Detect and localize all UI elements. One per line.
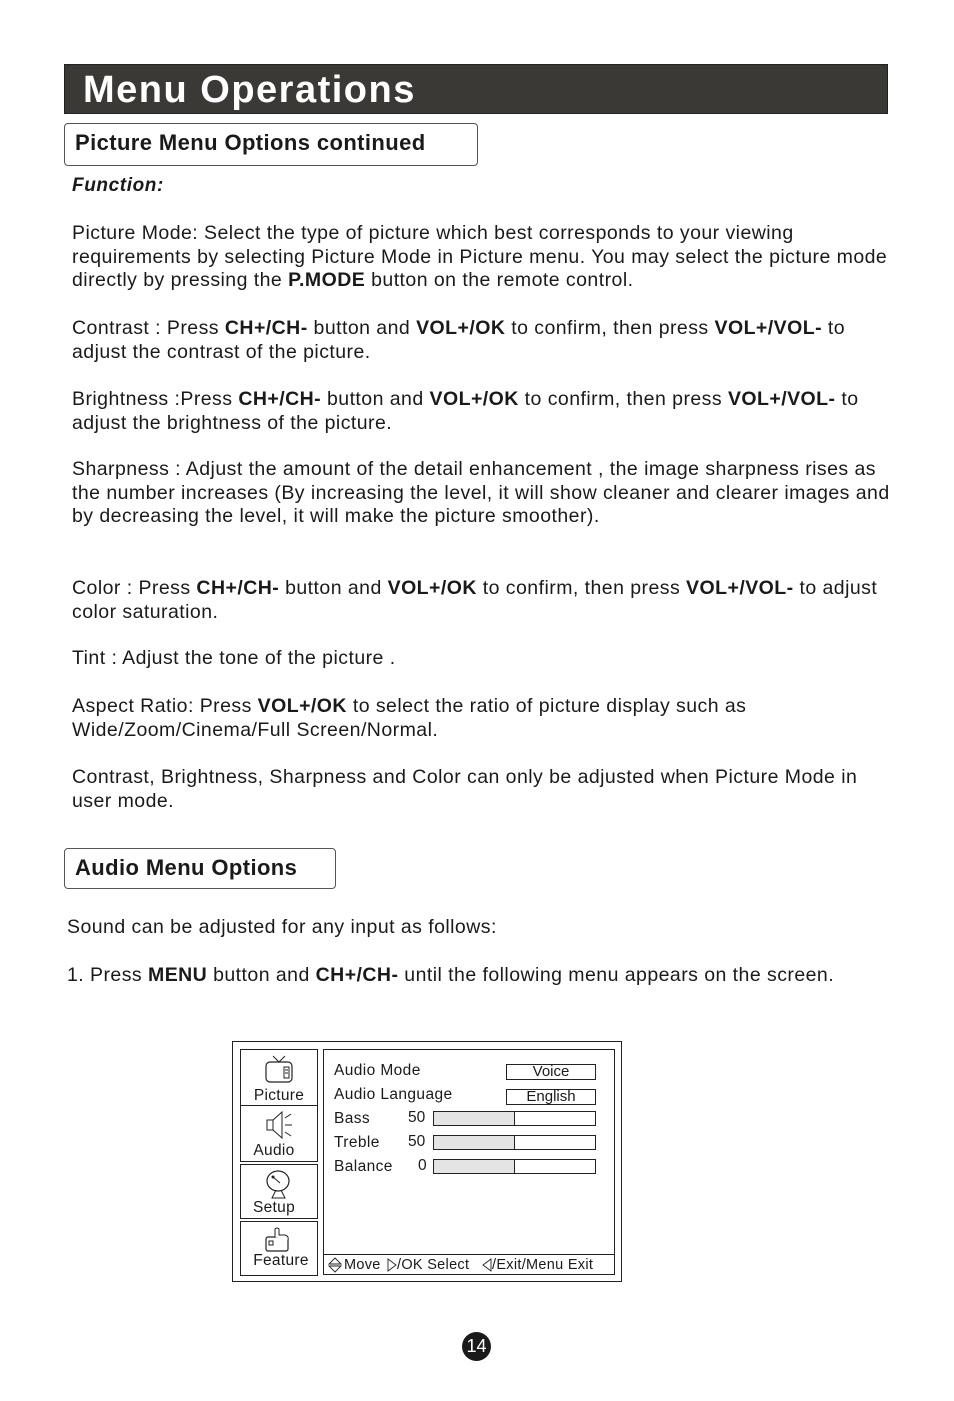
hint-exit: /Exit/Menu Exit xyxy=(492,1257,594,1273)
paragraph-contrast xyxy=(72,317,892,364)
text-run: Color : Press xyxy=(72,577,197,599)
bold-term: P.MODE xyxy=(288,269,366,291)
hint-ok-select: /OK Select xyxy=(397,1257,470,1273)
tab-setup[interactable] xyxy=(240,1164,318,1219)
text-run: button on the remote control. xyxy=(365,269,634,291)
audio-mode-value[interactable]: Voice xyxy=(506,1064,596,1080)
text-run: to confirm, then press xyxy=(518,388,728,410)
text-run: until the following menu appears on the screen. xyxy=(398,964,835,986)
text-run: button and xyxy=(307,317,417,339)
right-arrow-icon xyxy=(387,1258,397,1272)
treble-label: Treble xyxy=(334,1134,380,1151)
bass-slider[interactable] xyxy=(433,1111,596,1126)
bold-term: VOL+/VOL- xyxy=(714,317,823,339)
hint-move: Move xyxy=(344,1257,381,1273)
page-number: 14 xyxy=(462,1332,491,1361)
balance-slider-fill xyxy=(434,1160,515,1173)
text-run: to confirm, then press xyxy=(476,577,687,599)
section-heading-picture-continued xyxy=(64,123,478,166)
page-header-banner xyxy=(64,64,888,114)
text-run: button and xyxy=(207,964,316,986)
paragraph-picture-mode xyxy=(72,222,892,293)
text-run: 1. Press xyxy=(67,964,148,986)
text-run: Contrast, Brightness, Sharpness and Color can only be adjusted when Picture Mode in user mode. xyxy=(72,766,858,812)
text-run: Picture Mode: Select the type of picture which best corresponds to your viewing requirements by selecting Picture Mode in Picture menu. You may select the picture mode directly by pressing the xyxy=(72,222,888,291)
paragraph-tint xyxy=(72,647,892,671)
left-arrow-icon xyxy=(482,1258,492,1272)
bold-term: VOL+/OK xyxy=(416,317,506,339)
balance-label: Balance xyxy=(334,1158,393,1175)
text-run: Aspect Ratio: Press xyxy=(72,695,258,717)
tab-label: Feature xyxy=(253,1252,309,1269)
bold-term: CH+/CH- xyxy=(196,577,280,599)
balance-slider[interactable] xyxy=(433,1159,596,1174)
bold-term: VOL+/VOL- xyxy=(727,388,836,410)
tab-label: Audio xyxy=(253,1142,295,1159)
text-run: to confirm, then press xyxy=(505,317,715,339)
audio-intro-text: Sound can be adjusted for any input as follows: xyxy=(67,916,497,938)
osd-audio-menu xyxy=(232,1041,622,1282)
speaker-icon xyxy=(263,1109,295,1141)
tab-feature[interactable] xyxy=(240,1221,318,1276)
bold-term: CH+/CH- xyxy=(238,388,322,410)
tab-picture[interactable] xyxy=(240,1049,318,1106)
bold-term: VOL+/OK xyxy=(387,577,477,599)
tab-audio[interactable] xyxy=(240,1105,318,1162)
paragraph-user-mode-note xyxy=(72,766,892,813)
text-run: button and xyxy=(321,388,430,410)
text-run: to adjust the contrast of the picture. xyxy=(72,317,846,363)
text-run: to adjust color saturation. xyxy=(72,577,878,623)
bass-value: 50 xyxy=(408,1109,426,1126)
balance-value: 0 xyxy=(418,1157,427,1174)
section-title: Audio Menu Options xyxy=(75,855,298,880)
text-run: button and xyxy=(279,577,388,599)
paragraph-brightness xyxy=(72,388,892,435)
bold-term: VOL+/OK xyxy=(257,695,347,717)
osd-hint-bar xyxy=(324,1254,614,1274)
bold-term: CH+/CH- xyxy=(224,317,308,339)
text-run: Tint : Adjust the tone of the picture . xyxy=(72,647,396,669)
bold-term: VOL+/OK xyxy=(429,388,519,410)
section-heading-audio xyxy=(64,848,336,889)
tab-label: Picture xyxy=(253,1087,305,1104)
tab-label: Setup xyxy=(252,1199,295,1216)
bass-slider-fill xyxy=(434,1112,515,1125)
bold-term: MENU xyxy=(148,964,208,986)
text-run: Contrast : Press xyxy=(72,317,225,339)
bold-term: CH+/CH- xyxy=(315,964,399,986)
text-run: to select the ratio of picture display such as Wide/Zoom/Cinema/Full Screen/Normal. xyxy=(72,695,747,741)
bold-term: VOL+/VOL- xyxy=(686,577,794,599)
up-down-arrow-icon xyxy=(327,1257,343,1273)
treble-value: 50 xyxy=(408,1133,426,1150)
page-title: Menu Operations xyxy=(83,69,416,111)
text-run: to adjust the brightness of the picture. xyxy=(72,388,859,434)
audio-settings-panel xyxy=(323,1049,615,1275)
text-run: Sharpness : Adjust the amount of the detail enhancement , the image sharpness rises as the number increases (By increasing the level, it will show cleaner and clearer images and by decreasing the level, it will make the picture smoother). xyxy=(72,458,890,527)
bass-label: Bass xyxy=(334,1110,371,1127)
function-label: Function: xyxy=(72,175,164,196)
audio-language-label: Audio Language xyxy=(334,1086,453,1103)
tv-icon xyxy=(263,1053,295,1085)
satellite-dish-icon xyxy=(263,1168,295,1200)
text-run: Brightness :Press xyxy=(72,388,239,410)
audio-language-value[interactable]: English xyxy=(506,1089,596,1105)
treble-slider[interactable] xyxy=(433,1135,596,1150)
paragraph-aspect-ratio xyxy=(72,695,892,742)
paragraph-color xyxy=(72,577,892,624)
section-title: Picture Menu Options continued xyxy=(75,130,426,155)
paragraph-sharpness xyxy=(72,458,892,529)
audio-step-1 xyxy=(67,964,857,988)
audio-mode-label: Audio Mode xyxy=(334,1062,421,1079)
treble-slider-fill xyxy=(434,1136,515,1149)
